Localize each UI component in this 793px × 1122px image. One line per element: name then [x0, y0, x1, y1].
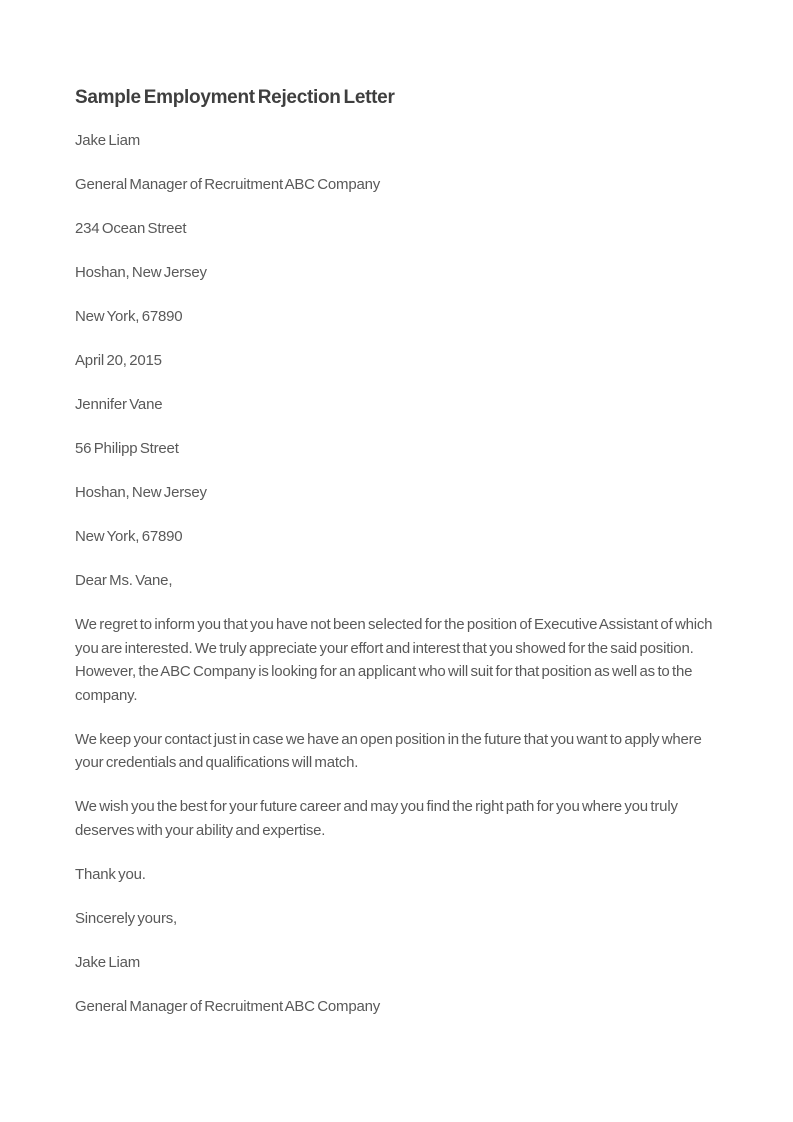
salutation: Dear Ms. Vane,: [75, 572, 173, 590]
page-title: Sample Employment Rejection Letter: [75, 87, 395, 108]
signature-name: Jake Liam: [75, 954, 141, 972]
recipient-street: 56 Philipp Street: [75, 440, 179, 458]
sender-street: 234 Ocean Street: [75, 219, 187, 237]
thanks-line: Thank you.: [75, 866, 146, 884]
sender-state-zip: New York, 67890: [75, 307, 183, 325]
sender-role: General Manager of Recruitment ABC Company: [75, 175, 381, 193]
sender-name: Jake Liam: [75, 131, 141, 149]
body-paragraph: We keep your contact just in case we have an open position in the future that you want to apply where your credentials and qualifications will match.: [75, 730, 702, 772]
recipient-name: Jennifer Vane: [75, 395, 163, 413]
recipient-state-zip: New York, 67890: [75, 528, 183, 546]
body-paragraph: We wish you the best for your future career and may you find the right path for you where you truly deserves with your ability and expertise.: [75, 798, 678, 840]
letter-date: April 20, 2015: [75, 351, 162, 369]
sender-city: Hoshan, New Jersey: [75, 263, 207, 281]
closing-line: Sincerely yours,: [75, 910, 178, 928]
recipient-city: Hoshan, New Jersey: [75, 484, 207, 502]
body-paragraph: We regret to inform you that you have not been selected for the position of Executive Assistant of which you are interested. We truly appreciate your effort and interest that you showed for the said position. However, the ABC Company is looking for an applicant who will suit for that position as well as to the company.: [75, 616, 713, 704]
signature-role: General Manager of Recruitment ABC Company: [75, 998, 381, 1016]
